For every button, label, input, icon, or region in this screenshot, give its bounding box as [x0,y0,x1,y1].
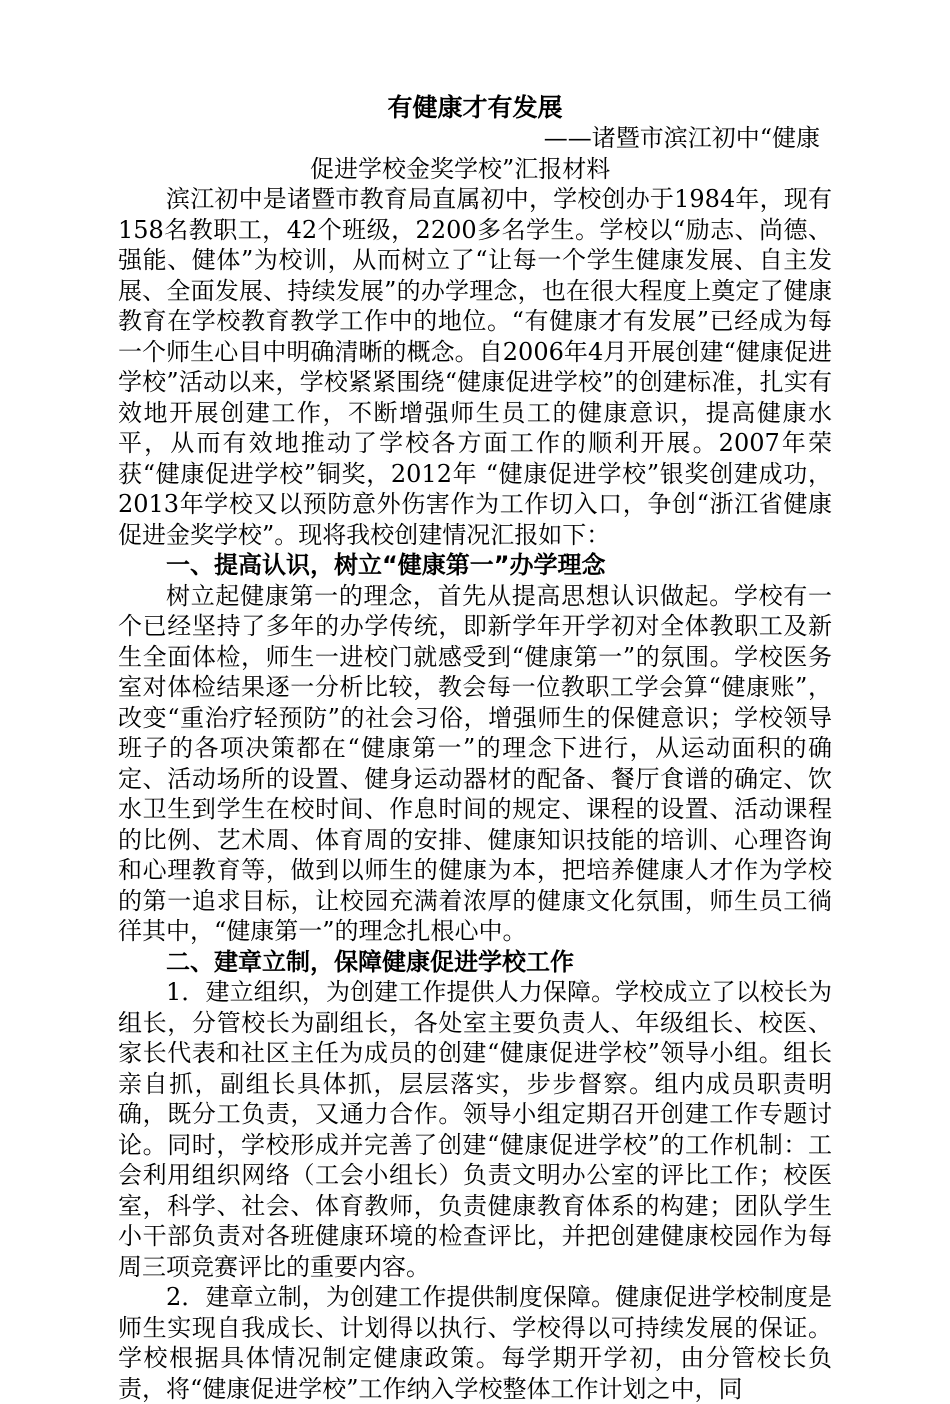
document-page [118,93,832,1404]
intro-paragraph: 滨江初中是诸暨市教育局直属初中，学校创办于1984年，现有158名教职工，42个班级，2200多名学生。学校以“励志、尚德、强能、健体”为校训，从而树立了“让每一个学生健康发展、自主发展、全面发展、持续发展”的办学理念，也在很大程度上奠定了健康教育在学校教育教学工作中的地位。“有健康才有发展”已经成为每一个师生心目中明确清晰的概念。自2006年4月开展创建“健康促进学校”活动以来，学校紧紧围绕“健康促进学校”的创建标准，扎实有效地开展创建工作，不断增强师生员工的健康意识，提高健康水平，从而有效地推动了学校各方面工作的顺利开展。2007年荣获“健康促进学校”铜奖，2012年 “健康促进学校”银奖创建成功，2013年学校又以预防意外伤害作为工作切入口，争创“浙江省健康促进金奖学校”。现将我校创建情况汇报如下： [118,185,832,549]
section1-heading: 一、提高认识，树立“健康第一”办学理念 [166,551,606,579]
document-subtitle-line2: 促进学校金奖学校”汇报材料 [310,154,611,183]
document-subtitle-line1: ——诸暨市滨江初中“健康 [543,124,820,152]
section2-paragraph-1: 1．建立组织，为创建工作提供人力保障。学校成立了以校长为组长，分管校长为副组长，各处室主要负责人、年级组长、校医、家长代表和社区主任为成员的创建“健康促进学校”领导小组。组长亲自抓，副组长具体抓，层层落实，步步督察。组内成员职责明确，既分工负责，又通力合作。领导小组定期召开创建工作专题讨论。同时，学校形成并完善了创建“健康促进学校”的工作机制：工会利用组织网络（工会小组长）负责文明办公室的评比工作；校医室，科学、社会、体育教师，负责健康教育体系的构建；团队学生小干部负责对各班健康环境的检查评比，并把创建健康校园作为每周三项竞赛评比的重要内容。 [118,978,832,1281]
document-title: 有健康才有发展 [387,93,563,122]
section2-heading: 二、建章立制，保障健康促进学校工作 [166,947,574,976]
section1-paragraph: 树立起健康第一的理念，首先从提高思想认识做起。学校有一个已经坚持了多年的办学传统，即新学年开学初对全体教职工及新生全面体检，师生一进校门就感受到“健康第一”的氛围。学校医务室对体检结果逐一分析比较，教会每一位教职工学会算“健康账”，改变“重治疗轻预防”的社会习俗，增强师生的保健意识；学校领导班子的各项决策都在“健康第一”的理念下进行，从运动面积的确定、活动场所的设置、健身运动器材的配备、餐厅食谱的确定、饮水卫生到学生在校时间、作息时间的规定、课程的设置、活动课程的比例、艺术周、体育周的安排、健康知识技能的培训、心理咨询和心理教育等，做到以师生的健康为本，把培养健康人才作为学校的第一追求目标，让校园充满着浓厚的健康文化氛围，师生员工徜徉其中，“健康第一”的理念扎根心中。 [118,581,832,945]
section2-paragraph-2: 2．建章立制，为创建工作提供制度保障。健康促进学校制度是师生实现自我成长、计划得以执行、学校得以可持续发展的保证。学校根据具体情况制定健康政策。每学期开学初，由分管校长负责，将“健康促进学校”工作纳入学校整体工作计划之中，同 [118,1283,832,1403]
